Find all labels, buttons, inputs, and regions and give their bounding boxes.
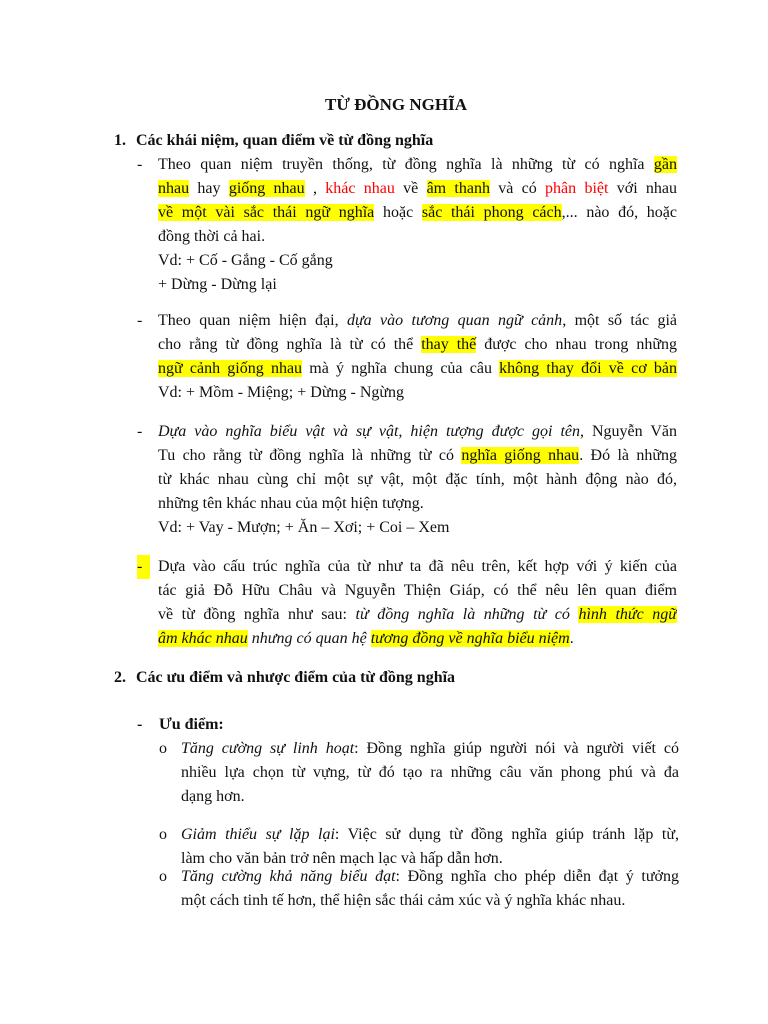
text-line xyxy=(158,309,677,333)
section-1-heading xyxy=(114,129,433,153)
text-run: , một số tác giả xyxy=(562,312,677,329)
text-run: : Đồng nghĩa giúp người nói và người viết có xyxy=(354,740,679,757)
text-run: được cho nhau trong những xyxy=(476,336,677,353)
section-2-title: Các ưu điểm và nhược điểm của từ đồng nghĩa xyxy=(136,669,456,686)
paragraph xyxy=(158,420,677,540)
text-run: Tu cho rằng từ đồng nghĩa là những từ có xyxy=(158,447,462,464)
text-run: , Nguyễn Văn xyxy=(580,423,677,440)
text-run: cho rằng từ đồng nghĩa là từ có thể xyxy=(158,336,422,353)
example-line: Vd: + Mồm - Miệng; + Dừng - Ngừng xyxy=(158,384,405,401)
highlighted-text: sắc thái phong cách xyxy=(421,204,562,221)
text-run: về xyxy=(394,180,427,197)
highlighted-text: về một vài sắc thái ngữ nghĩa xyxy=(158,204,375,221)
text-run: hay xyxy=(189,180,229,197)
italic-text: Dựa vào nghĩa biểu vật và sự vật, hiện tượng được gọi tên xyxy=(158,423,580,440)
text-line: làm cho văn bản trở nên mạch lạc và hấp dẫn hơn. xyxy=(181,850,503,867)
text-line xyxy=(158,177,677,201)
advantages-label xyxy=(137,713,224,737)
text-line: dạng hơn. xyxy=(181,788,245,805)
highlighted-text: âm thanh xyxy=(426,180,490,197)
dash-bullet-highlighted: - xyxy=(137,555,150,579)
text-line xyxy=(158,627,677,651)
paragraph xyxy=(181,737,679,809)
circle-bullet-icon: o xyxy=(159,868,167,885)
paragraph xyxy=(158,153,677,297)
text-run: hoặc xyxy=(374,204,422,221)
italic-term: Tăng cường sự linh hoạt xyxy=(181,740,355,757)
highlighted-text: nghĩa giống nhau xyxy=(461,447,580,464)
text-run: : Đồng nghĩa cho phép diễn đạt ý tưởng xyxy=(395,868,679,885)
text-line: một cách tinh tế hơn, thể hiện sắc thái cảm xúc và ý nghĩa khác nhau. xyxy=(181,892,626,909)
text-run: , xyxy=(304,180,326,197)
text-line: từ khác nhau cùng chỉ một sự vật, một đặc tính, một hành động nào đó, xyxy=(158,471,677,488)
text-line xyxy=(181,823,679,847)
text-line: nhiều lựa chọn từ vựng, từ đó tạo ra những câu văn phong phú và đa xyxy=(181,764,679,781)
highlighted-italic-text: âm khác nhau xyxy=(158,630,248,647)
italic-text: dựa vào tương quan ngữ cảnh xyxy=(346,312,563,329)
italic-term: Tăng cường khả năng biểu đạt xyxy=(181,868,396,885)
highlighted-text: ngữ cảnh giống nhau xyxy=(158,360,303,377)
highlighted-italic-text: hình thức ngữ xyxy=(578,606,677,623)
example-line: Vd: + Vay - Mượn; + Ăn – Xơi; + Coi – Xem xyxy=(158,519,450,536)
italic-text: nhưng có quan hệ xyxy=(247,630,371,647)
text-run: : Việc sử dụng từ đồng nghĩa giúp tránh lặp từ, xyxy=(334,826,679,843)
text-line xyxy=(158,603,677,627)
text-line xyxy=(158,444,677,468)
text-line: Dựa vào cấu trúc nghĩa của từ như ta đã nêu trên, kết hợp với ý kiến của xyxy=(158,558,677,575)
highlighted-text: thay thế xyxy=(421,336,477,353)
text-line: những tên khác nhau của một hiện tượng. xyxy=(158,495,424,512)
highlighted-text: nhau xyxy=(158,180,190,197)
text-run: với nhau xyxy=(608,180,677,197)
red-text: phân biệt xyxy=(545,180,609,197)
text-run: ,... nào đó, hoặc xyxy=(561,204,677,221)
paragraph xyxy=(158,555,677,651)
highlighted-text: không thay đổi về cơ bản xyxy=(499,360,677,377)
highlighted-text: giống nhau xyxy=(228,180,305,197)
paragraph xyxy=(158,309,677,405)
text-line xyxy=(158,153,677,177)
dash-bullet: - xyxy=(137,716,143,733)
section-1-title: Các khái niệm, quan điểm về từ đồng nghĩa xyxy=(136,132,434,149)
text-line: đồng thời cả hai. xyxy=(158,228,266,245)
text-line: tác giả Đỗ Hữu Châu và Nguyễn Thiện Giáp, có thể nêu lên quan điểm xyxy=(158,582,677,599)
text-line xyxy=(158,201,677,225)
text-run: . Đó là những xyxy=(579,447,677,464)
circle-bullet-icon: o xyxy=(159,740,167,757)
text-line xyxy=(158,420,677,444)
text-line xyxy=(181,865,679,889)
text-line xyxy=(158,357,677,381)
red-text: khác nhau xyxy=(325,180,395,197)
text-run: Theo quan niệm hiện đại, xyxy=(158,312,347,329)
text-run: mà ý nghĩa chung của câu xyxy=(302,360,500,377)
example-line: + Dừng - Dừng lại xyxy=(158,276,277,293)
text-line xyxy=(181,737,679,761)
section-2-number: 2. xyxy=(114,669,126,686)
highlighted-text: gần xyxy=(653,156,677,173)
paragraph xyxy=(181,823,679,871)
section-1-number: 1. xyxy=(114,132,126,149)
highlighted-italic-text: tương đồng về nghĩa biểu niệm xyxy=(370,630,570,647)
paragraph xyxy=(181,865,679,913)
text-run: về từ đồng nghĩa như sau: xyxy=(158,606,356,623)
text-run: Theo quan niệm truyền thống, từ đồng nghĩa là những từ có nghĩa xyxy=(158,156,654,173)
section-2-heading xyxy=(114,666,455,690)
italic-text: từ đồng nghĩa là những từ có xyxy=(355,606,579,623)
circle-bullet-icon: o xyxy=(159,826,167,843)
text-run: và có xyxy=(489,180,546,197)
document-title: TỪ ĐỒNG NGHĨA xyxy=(325,95,467,114)
dash-bullet: - xyxy=(137,423,143,440)
text-run: . xyxy=(569,630,574,647)
italic-term: Giảm thiểu sự lặp lại xyxy=(181,826,335,843)
dash-bullet: - xyxy=(137,312,143,329)
advantages-label-text: Ưu điểm: xyxy=(159,716,224,733)
dash-bullet: - xyxy=(137,156,143,173)
example-line: Vd: + Cố - Gắng - Cố gắng xyxy=(158,252,333,269)
text-line xyxy=(158,333,677,357)
